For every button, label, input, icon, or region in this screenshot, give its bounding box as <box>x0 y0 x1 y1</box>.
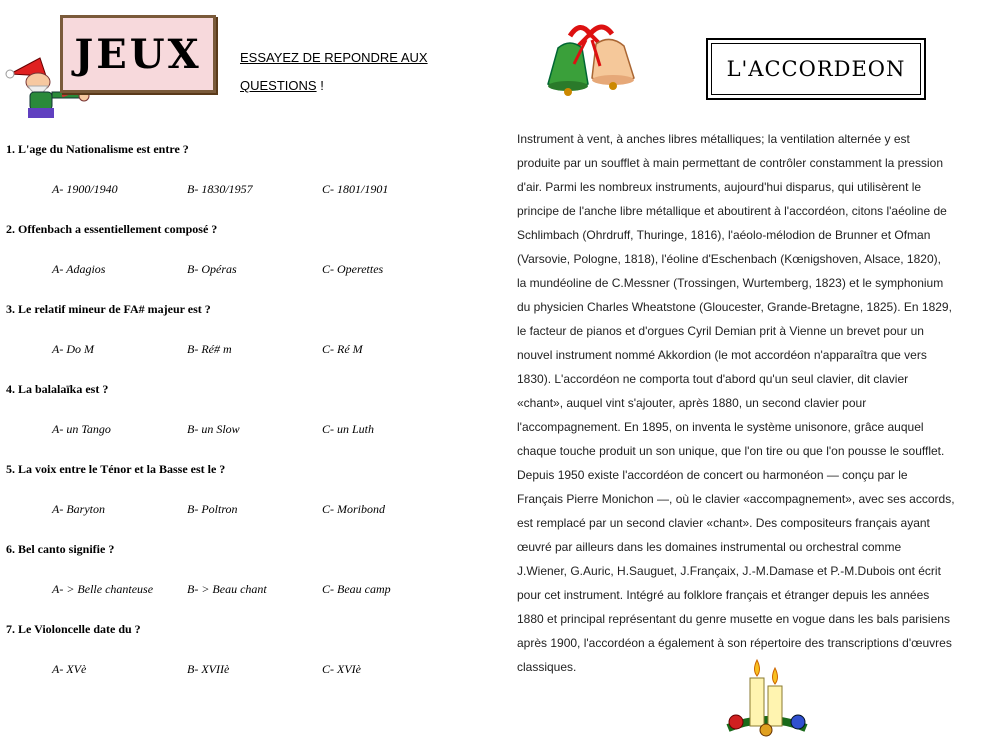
instructions-suffix: ! <box>316 78 324 93</box>
question-4: 4. La balalaïka est ? <box>6 382 109 396</box>
question-3: 3. Le relatif mineur de FA# majeur est ? <box>6 302 211 316</box>
answer-1-a: A- 1900/1940 <box>52 182 118 196</box>
answer-5-c: C- Moribond <box>322 502 385 516</box>
article-line: pour cet instrument. Intégré au folklore français et étranger depuis les années <box>517 588 930 602</box>
article-line: Instrument à vent, à anches libres métalliques; la ventilation alternée y est <box>517 132 910 146</box>
answer-1-c: C- 1801/1901 <box>322 182 389 196</box>
article-line: Depuis 1950 existe l'accordéon de concert ou harmonéon — conçu par le <box>517 468 908 482</box>
answer-5-b: B- Poltron <box>187 502 238 516</box>
article-line: Schlimbach (Ohrdruff, Thuringe, 1816), l'aéolo-mélodion de Brunner et Ofman <box>517 228 931 242</box>
article-line: la mundéoline de C.Messner (Trossingen, Wurtemberg, 1823) et le symphonium <box>517 276 944 290</box>
answer-5-a: A- Baryton <box>52 502 105 516</box>
question-1: 1. L'age du Nationalisme est entre ? <box>6 142 189 156</box>
article-line: Français Pierre Monichon —, où le clavier «accompagnement», avec ses accords, <box>517 492 955 506</box>
question-5: 5. La voix entre le Ténor et la Basse est le ? <box>6 462 226 476</box>
question-7: 7. Le Violoncelle date du ? <box>6 622 141 636</box>
accordeon-article <box>517 127 979 679</box>
article-line: le facteur de pianos et d'orgues Cyril Demian prit à Vienne un brevet pour un <box>517 324 924 338</box>
answer-3-a: A- Do M <box>52 342 94 356</box>
accordeon-title: L'ACCORDEON <box>726 57 906 81</box>
jeux-title-box <box>60 15 216 93</box>
article-line: nouvel instrument nommé Akkordion (le mot accordéon n'apparaîtra que vers <box>517 348 927 362</box>
question-6: 6. Bel canto signifie ? <box>6 542 115 556</box>
article-line: après 1900, l'accordéon a également à son répertoire des transcriptions d'œuvres <box>517 636 952 650</box>
answer-6-a: A- > Belle chanteuse <box>52 582 154 596</box>
answer-7-a: A- XVè <box>52 662 87 676</box>
answer-4-a: A- un Tango <box>52 422 111 436</box>
answer-3-b: B- Ré# m <box>187 342 232 356</box>
answer-4-b: B- un Slow <box>187 422 240 436</box>
answer-6-b: B- > Beau chant <box>187 582 267 596</box>
article-line: «chant», auquel vint s'ajouter, après 1880, un second clavier pour <box>517 396 867 410</box>
article-line: 1880 et principal représentant du genre musette en vogue dans les bals parisiens <box>517 612 950 626</box>
answer-7-b: B- XVIIè <box>187 662 230 676</box>
instructions-underlined: ESSAYEZ DE REPONDRE AUX QUESTIONS <box>240 50 428 93</box>
article-line: œuvré par ailleurs dans les domaines instrumental ou orchestral comme <box>517 540 902 554</box>
article-line: produite par un soufflet à main permettant de contrôler constamment la pression <box>517 156 944 170</box>
article-line: classiques. <box>517 660 577 674</box>
question-2: 2. Offenbach a essentiellement composé ? <box>6 222 218 236</box>
answer-7-c: C- XVIè <box>322 662 361 676</box>
article-line: principe de l'anche libre métallique et aboutirent à l'accordéon, citons l'aéoline de <box>517 204 947 218</box>
accordeon-title-box <box>706 38 926 100</box>
answer-6-c: C- Beau camp <box>322 582 391 596</box>
article-line: 1830). L'accordéon ne comporta tout d'abord qu'un seul clavier, dit clavier <box>517 372 909 386</box>
instructions-text <box>240 44 480 100</box>
article-line: du physicien Charles Wheatstone (Gloucester, Grande-Bretagne, 1825). En 1829, <box>517 300 952 314</box>
christmas-bells-icon <box>530 18 660 108</box>
answer-1-b: B- 1830/1957 <box>187 182 253 196</box>
answer-2-c: C- Operettes <box>322 262 384 276</box>
jeux-title: JEUX <box>74 30 202 78</box>
article-line: (Varsovie, Pologne, 1818), l'éoline d'Eschenbach (Kœnigshoven, Alsace, 1820), <box>517 252 941 266</box>
answer-3-c: C- Ré M <box>322 342 363 356</box>
answer-4-c: C- un Luth <box>322 422 375 436</box>
answer-2-a: A- Adagios <box>52 262 106 276</box>
article-line: l'accompagnement. En 1895, on inventa le système unisonore, grâce auquel <box>517 420 924 434</box>
article-line: J.Wiener, G.Auric, H.Sauguet, J.Françaix, J.-M.Damase et P.-M.Dubois ont écrit <box>517 564 941 578</box>
article-line: est remplacé par un second clavier «chant». Des compositeurs français ayant <box>517 516 930 530</box>
article-line: d'air. Parmi les nombreux instruments, aujourd'hui disparus, qui utilisèrent le <box>517 180 922 194</box>
answer-2-b: B- Opéras <box>187 262 237 276</box>
article-line: chaque touche produit un son unique, que l'on tire ou que l'on pousse le soufflet. <box>517 444 945 458</box>
candles-icon <box>722 656 812 738</box>
